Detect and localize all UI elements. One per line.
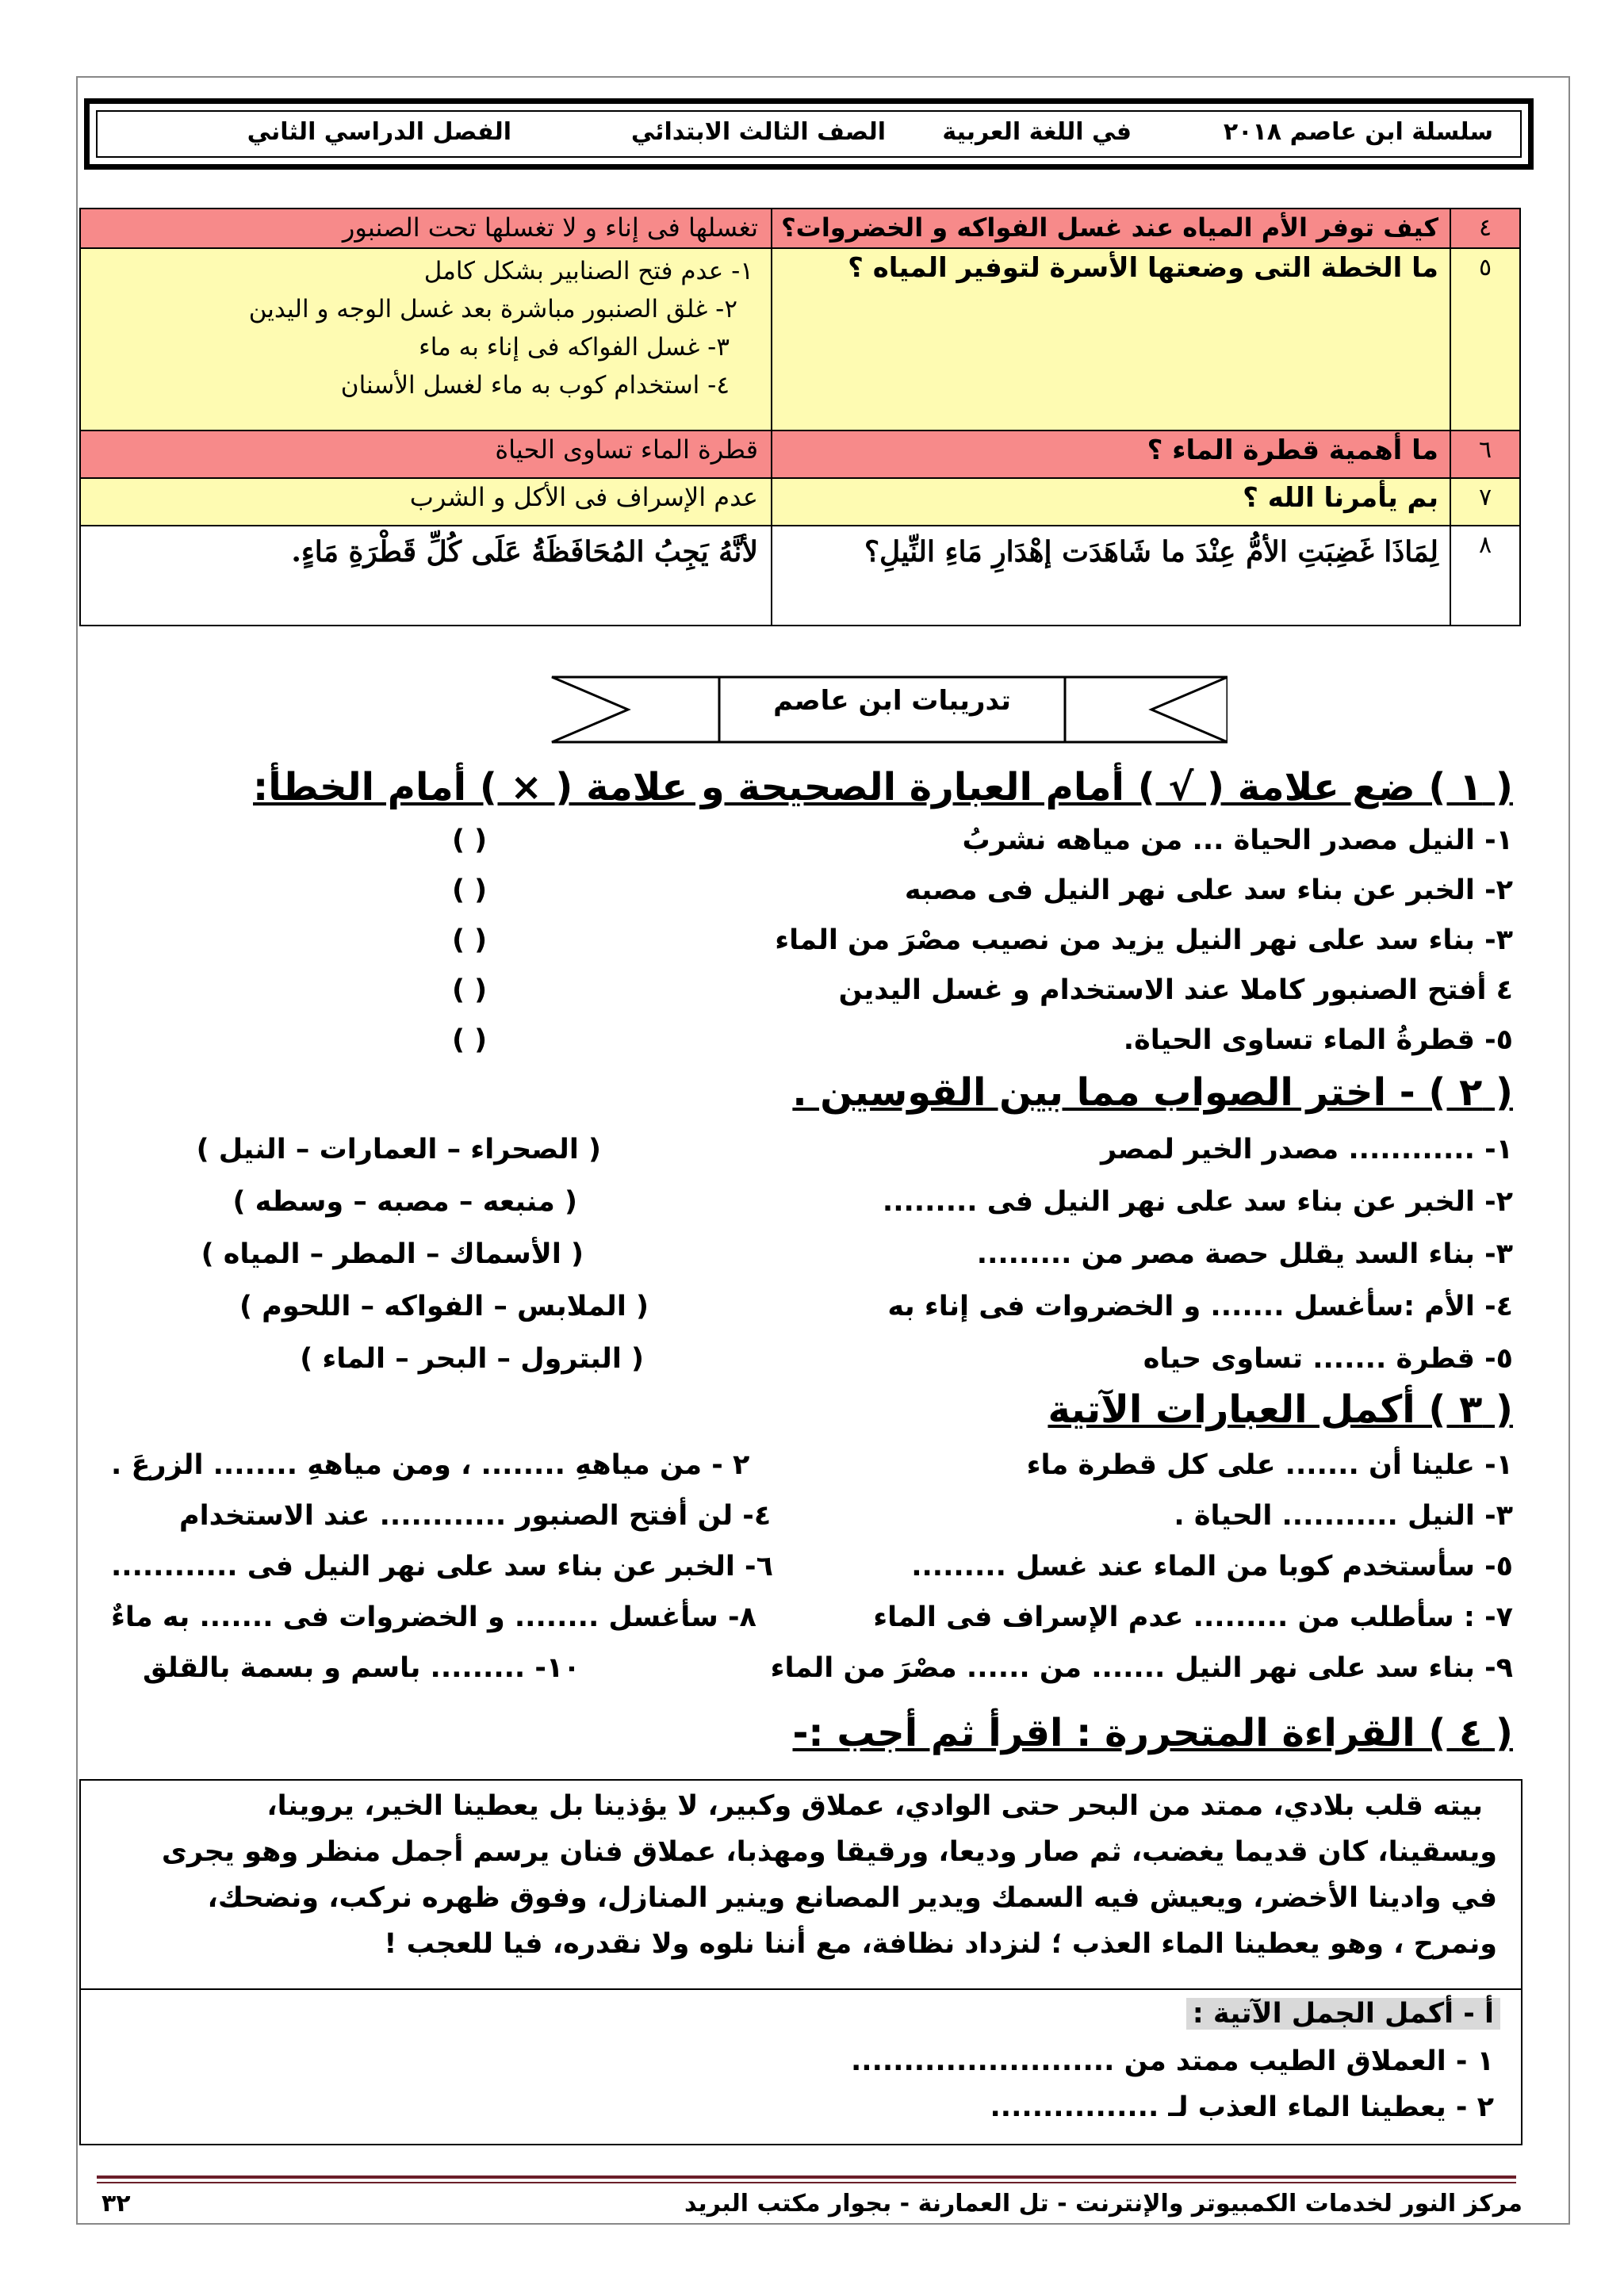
section2-title: ( ٢ ) - اختر الصواب مما بين القوسين .: [792, 1070, 1513, 1115]
banner-title: تدريبات ابن عاصم: [773, 685, 1011, 717]
section2-item: ٣- بناء السد يقلل حصة مصر من .........: [976, 1238, 1513, 1270]
answer-brackets[interactable]: ( ): [452, 825, 488, 856]
row-number: ٦: [1450, 430, 1520, 478]
section2-item: ٤- الأم :سأغسل ....... و الخضروات فى إناء به: [887, 1291, 1513, 1322]
row-question: بم يأمرنا الله ؟: [772, 478, 1450, 526]
row-number: ٥: [1450, 248, 1520, 430]
section2-options: ( الأسماك – المطر – المياه ): [201, 1238, 584, 1270]
footer-center: مركز النور لخدمات الكمبيوتر والإنترنت - تل العمارنة - بجوار مكتب البريد: [684, 2190, 1522, 2218]
table-row: [80, 478, 1520, 526]
header-frame: [84, 98, 1534, 170]
section2-options: ( الملابس – الفواكه – اللحوم ): [239, 1291, 649, 1322]
table-row: [80, 209, 1520, 248]
answer-line: ٢- غلق الصنبور مباشرة بعد غسل الوجه و اليدين: [248, 295, 737, 323]
answer-line: ١- عدم فتح الصنابير بشكل كامل: [423, 257, 753, 285]
section3-item: ٩- بناء سد على نهر النيل ....... من ...... مصْرَ من الماء: [770, 1652, 1513, 1684]
reading-question[interactable]: ٢ - يعطينا الماء العذب لـ ................: [990, 2091, 1494, 2123]
section3-item: ٧- : سأطلب من ......... عدم الإسراف فى الماء: [873, 1601, 1513, 1633]
section2-options: ( الصحراء – العمارات – النيل ): [196, 1134, 601, 1165]
section3-item: ١- علينا أن ....... على كل قطرة ماء: [1026, 1449, 1513, 1481]
section3-item: ٨- سأغسل ........ و الخضروات فى ....... به ماءٌ: [111, 1601, 756, 1633]
row-question: لِمَاذَا غَضِبَتِ الأمُّ عِنْدَ ما شَاهَدَت إهْدَارِ مَاءِ النِّيلِ؟: [772, 526, 1450, 626]
answer-brackets[interactable]: ( ): [452, 874, 488, 906]
section1-title: ( ١ ) ضع علامة ( √ ) أمام العبارة الصحيحة و علامة ( × ) أمام الخطأ:: [253, 765, 1513, 809]
row-number: ٤: [1450, 209, 1520, 248]
section1-item: ٥- قطرةُ الماء تساوى الحياة.: [1123, 1024, 1513, 1056]
reading-box: [79, 1779, 1522, 2145]
section3-item: ٤- لن أفتح الصنبور ............ عند الاستخدام: [179, 1500, 772, 1532]
footer-rule: [97, 2175, 1516, 2179]
passage-line: ويسقينا، كان قديما يغضب، ثم صار وديعا، ورقيقا ومهذبا، عملاق فنان يرسم أجمل منظر وهو يجرى: [161, 1836, 1497, 1868]
table-row: [80, 248, 1520, 430]
table-row: [80, 526, 1520, 626]
section3-item: ٢ - من مياههِ ........ ، ومن مياههِ ........ الزرعَ .: [111, 1449, 750, 1481]
header-series: سلسلة ابن عاصم ٢٠١٨: [1223, 118, 1493, 146]
passage-line: في وادينا الأخضر، ويعيش فيه السمك ويدير المصانع وينير المنازل، وفوق ظهره نركب، ونضحك،: [207, 1882, 1497, 1914]
row-number: ٧: [1450, 478, 1520, 526]
section1-item: ٤ أفتح الصنبور كاملا عند الاستخدام و غسل اليدين: [838, 974, 1513, 1006]
section2-options: ( البترول – البحر – الماء ): [300, 1343, 644, 1375]
passage-line: ونمرح ، وهو يعطينا الماء العذب ؛ لنزداد نظافة، مع أننا نلوه ولا نقدره، فيا للعجب !: [384, 1928, 1497, 1960]
row-answer: قطرة الماء تساوى الحياة: [80, 430, 772, 478]
footer-rule: [97, 2182, 1516, 2183]
section3-title: ( ٣ ) أكمل العبارات الآتية: [1048, 1387, 1513, 1432]
row-answer-list: [80, 248, 772, 430]
section3-item: ٦- الخبر عن بناء سد على نهر النيل فى ............: [111, 1551, 773, 1582]
answer-brackets[interactable]: ( ): [452, 924, 488, 956]
header-grade: الصف الثالث الابتدائي: [630, 118, 886, 146]
header-term: الفصل الدراسي الثاني: [247, 118, 511, 146]
section2-item: ٥- قطرة ....... تساوى حياه: [1143, 1343, 1513, 1375]
row-answer: تغسلها فى إناء و لا تغسلها تحت الصنبور: [80, 209, 772, 248]
qa-table: [79, 208, 1521, 626]
reading-question[interactable]: ١ - العملاق الطيب ممتد من .........................: [850, 2045, 1494, 2077]
section3-item: ١٠- ......... باسم و بسمة بالقلق: [143, 1652, 580, 1684]
answer-line: ٤- استخدام كوب به ماء لغسل الأسنان: [340, 371, 730, 400]
row-answer: عدم الإسراف فى الأكل و الشرب: [80, 478, 772, 526]
table-row: [80, 430, 1520, 478]
row-answer: لأنَّهُ يَجِبُ المُحَافَظَةُ عَلَى كُلِّ قَطْرَةِ مَاءٍ.: [80, 526, 772, 626]
row-question: ما أهمية قطرة الماء ؟: [772, 430, 1450, 478]
answer-brackets[interactable]: ( ): [452, 1024, 488, 1056]
section3-item: ٣- النيل ........... الحياة .: [1174, 1500, 1513, 1532]
section2-item: ١- ............ مصدر الخير لمصر: [1100, 1134, 1513, 1165]
section1-item: ١- النيل مصدر الحياة ... من مياهه نشربُ: [962, 825, 1513, 856]
row-number: ٨: [1450, 526, 1520, 626]
header-subject: في اللغة العربية: [942, 118, 1132, 146]
passage-line: بيته قلب بلادي، ممتد من البحر حتى الوادي، عملاق وكبير، لا يؤذينا بل يعطينا الخير، يروينا،: [266, 1790, 1483, 1822]
section4-title: ( ٤ ) القراءة المتحررة : اقرأ ثم أجب :-: [792, 1711, 1513, 1755]
section-banner: [549, 674, 1228, 745]
section1-item: ٢- الخبر عن بناء سد على نهر النيل فى مصبه: [904, 874, 1513, 906]
page-number: ٣٢: [102, 2190, 131, 2218]
answer-line: ٣- غسل الفواكه فى إناء به ماء: [419, 333, 730, 362]
row-question: ما الخطة التى وضعتها الأسرة لتوفير المياه ؟: [772, 248, 1450, 430]
subsection-title: أ - أكمل الجمل الآتية :: [1186, 1998, 1500, 2030]
row-question: كيف توفر الأم المياه عند غسل الفواكه و الخضروات؟: [772, 209, 1450, 248]
section2-options: ( منبعه – مصبه – وسطه ): [232, 1186, 577, 1218]
reading-box-divider: [81, 1988, 1521, 1990]
section2-item: ٢- الخبر عن بناء سد على نهر النيل فى .........: [882, 1186, 1513, 1218]
answer-brackets[interactable]: ( ): [452, 974, 488, 1006]
section1-item: ٣- بناء سد على نهر النيل يزيد من نصيب مصْرَ من الماء: [775, 924, 1513, 956]
section3-item: ٥- سأستخدم كوبا من الماء عند غسل .........: [911, 1551, 1513, 1582]
